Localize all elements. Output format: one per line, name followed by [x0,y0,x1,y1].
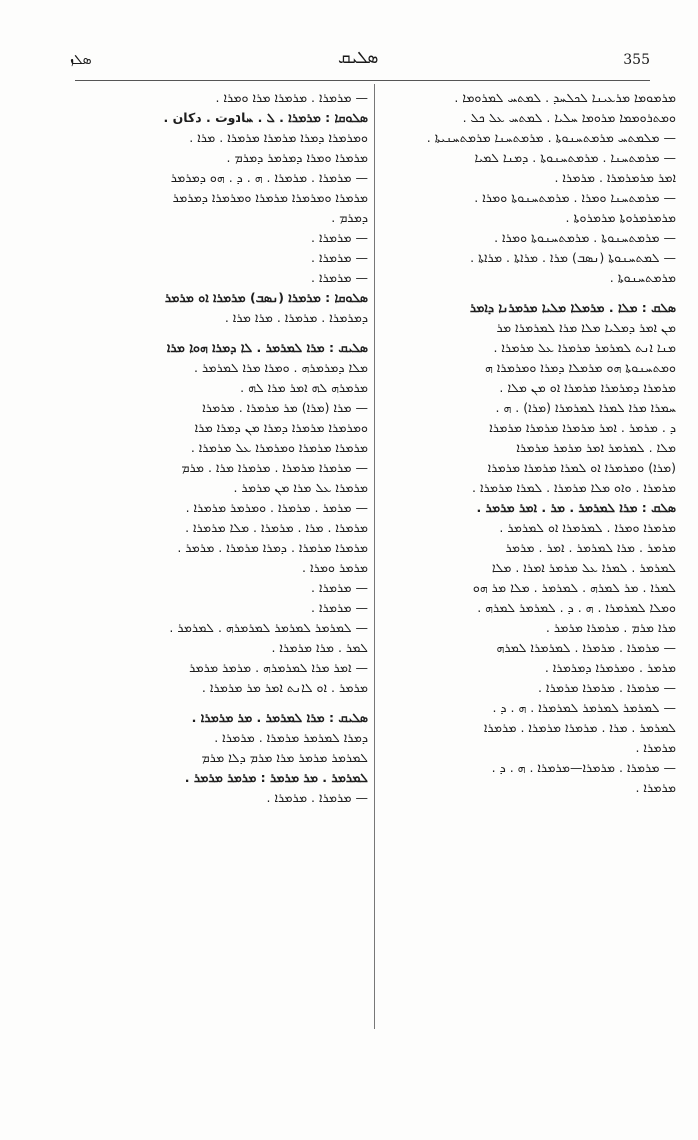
text-line: ܡܪܡܪܐ ܘܡܪܡܪܐ ܡܪܡܪܐ ܘܡܪܡܪܐ ܕܡܪܡܪ [172,190,368,205]
text-line: ܡܪܡܪܡܪܘܬܐ ܡܪܡܪܘܬܐ . [565,210,676,225]
text-line: — ܡܪܡܪܐ ܡܪܡܪܐ . ܡܪܡܪܐ ܡܪܐ . ܡܪܡ [181,460,368,475]
text-line: ܣܠܩ : ܡܠܐ . ܡܪܡܠܐ ܡܠܝܐ ܡܪܡܪܢܐ ܕܐܡܪ [469,300,676,315]
text-line: ܡܪܡܪܐ . ܘܐܘ ܡܠܐ ܡܪܡܪܐ . ܠܡܪܐ ܡܪܡܪܐ . [472,480,676,495]
text-line: — ܡܪܡܪܐ . [311,580,368,595]
text-line: ܡܪܡܪ . ܘܡܪܡܪܐ ܕܡܪܡܪܐ . [544,660,676,675]
text-line: ܠܡܪܐ . ܡܪ ܠܡܪܗ . ܠܡܪܡܪ . ܡܠܐ ܡܪ ܗܘ [472,580,676,595]
text-line: ܘܡܬܚܢܘܬܐ ܗܘ ܡܪܡܠܐ ܕܡܪܐ ܘܡܪܡܪܐ ܗ [485,360,676,375]
text-line: ܡܪܐ ܡܪܡ . ܡܪܡܪܐ ܡܪܡܪ . [545,620,676,635]
text-line: ܡܢܐ ܐܢܬ ܠܡܪܡܪ ܡܪܡܪܐ ܥܠ ܡܪܡܪܐ . [493,340,676,355]
text-line: ܡܪܡܪܐ ܡܪܡܪܐ ܘܡܪܡܪܐ ܥܠ ܡܪܡܪܐ . [190,440,368,455]
text-line: ܡܪܡܪܐ ܕܡܪܡܪܐ ܡܪܡܪܐ ܐܘ ܡܢ ܡܠܐ . [499,380,676,395]
spacer [76,698,368,708]
text-line: ܠܡܪܡܪ . ܡܪܐ . ܡܪܡܪܐ ܡܪܡܪܐ . ܡܪܡܪܐ [483,720,676,735]
left-column [76,88,368,808]
text-line: ܡܪܡܪܐ . ܡܪܐ . ܡܪܡܪܐ . ܡܠܐ ܡܪܡܪܐ . [185,520,368,535]
text-line: — ܡܪܐ (ܡܪܐ) ܡܪ ܡܪܡܪܐ . ܡܪܡܪܐ [202,400,368,415]
running-header [70,48,650,72]
text-line: ܕ . ܡܪܡܪ . ܐܡܪ ܡܪܡܪܐ ܡܪܡܪܐ ܡܪܡܪܐ [489,420,676,435]
text-line: — ܡܪܡܪܐ . [311,600,368,615]
text-line: — ܡܪܡܪܐ . ܡܪܡܪܐ . ܠܡܪܡܪܐ ܠܡܪܗ [496,640,676,655]
text-line: ܡܪܡܪܐ . [635,740,676,755]
text-line: ܘܡܠܐ ܠܡܪܡܪܐ . ܗ . ܕ . ܠܡܪܡܪ ܠܡܪܗ . [477,600,676,615]
text-line: — ܠܡܬܚܢܘܬܐ (ܢܣܒ) ܡܪܐ . ܡܪܐܬܐ . ܡܪܐܬܐ . [470,250,676,265]
text-line: — ܡܪܡܬܚܢܘܬܐ . ܡܪܡܬܚܢܘܬܐ ܘܡܪܐ . [494,230,676,245]
text-line: ܡܪܡܪܐ . [635,780,676,795]
text-line: ܡܪܡܪܐ ܡܪܡܪܐ . ܕܡܪܐ ܡܪܡܪܐ . ܡܪܡܪ . [177,540,368,555]
text-line: ܚܡܪܐ ܡܪܐ ܠܡܪܐ ܠܡܪܡܪܐ (ܡܪܐ) . ܗ . [495,400,676,415]
text-line: ܘܡܪܡܪܐ ܕܡܪܐ ܡܪܡܪܐ ܡܪܡܪܐ . ܡܪܐ . [189,130,368,145]
text-line: ܕܡܪܐ ܠܡܪܡܪ ܡܪܡܪܐ . ܡܪܡܪܐ . [214,730,368,745]
text-line: — ܡܪܡܪܐ . [311,230,368,245]
text-line: — ܡܪܡܪܐ . ܡܪܡܪܐ ܡܪܡܪܐ . [537,680,676,695]
text-line: ܡܪܡܪ . ܐܘ ܠܐܢܬ ܐܡܪ ܡܪ ܡܪܡܪܐ . [201,680,368,695]
text-line: ܡܠܐ . ܠܡܪܡܪ ܐܡܪ ܡܪܡܪ ܡܪܡܪܐ [516,440,676,455]
page-number: 355 [623,52,650,68]
text-line: — ܡܪܡܪܐ . [311,270,368,285]
text-line: ܠܡܪ . ܡܪܐ ܡܪܡܪܐ . [271,640,368,655]
text-line: — ܡܪܡܪܐ . ܡܪܡܪܐ ܡܪܐ ܘܡܪܐ . [215,90,368,105]
text-line: ܠܡܪܡܪ . ܡܪ ܡܪܡܪ : ܡܪܡܪ ܡܪܡܪ . [184,770,368,785]
text-line: (ܡܪܐ) ܘܡܪܡܪܐ ܐܘ ܠܡܪܐ ܡܪܡܪܐ ܡܪܡܪܐ [487,460,676,475]
spacer [76,328,368,338]
text-line: ܡܪܡܪܗ ܠܗ ܐܡܪ ܡܪܐ ܠܗ . [240,380,368,395]
text-line: ܡܢ ܐܡܪ ܕܡܠܝܐ ܡܠܐ ܡܪܐ ܠܡܪܡܪܐ ܡܪ [496,320,676,335]
text-line: — ܡܪܡܪ . ܡܪܡܪܐ . ܘܡܪܡܪ ܡܪܡܪܐ . [185,500,368,515]
text-line: — ܡܪܡܪܐ . ܡܪܡܪܐ . ܗ . ܕ . ܗܘ ܕܡܪܡܪ [170,170,368,185]
text-line: ܡܪܡܪܐ ܘܡܪܐ . ܠܡܪܡܪܐ ܐܘ ܠܡܪܡܪ . [499,520,676,535]
text-line: ܡܪܡܪܐ ܘܡܪܐ ܕܡܪܡܪ ܕܡܪܡ . [226,150,368,165]
column-divider [374,84,375,1029]
text-line: ܣܠܝܩ : ܡܪܐ ܠܡܪܡܪ . ܠܐ ܕܡܪܐ ܗܘܐ ܡܪܐ [166,340,368,355]
text-line: — ܠܡܪܡܪ ܠܡܪܡܪ ܠܡܪܡܪܐ . ܗ . ܕ . [492,700,676,715]
text-line: ܐܡܪ ܡܪܡܪܡܪܐ . ܡܪܡܪܐ . [554,170,676,185]
text-line: ܠܡܪܡܪ . ܠܡܪܐ ܥܠ ܡܪܡܪ ܐܡܪܐ . ܡܠܐ [491,560,676,575]
text-line: — ܠܡܪܡܪ ܠܡܪܡܪ ܠܡܪܡܪܗ . ܠܡܪܡܪ . [169,620,368,635]
text-line: ܡܪܡܘܡܐ ܡܪܥܝܢܐ ܠܟܠܚܕ . ܠܡܬܚ ܠܡܪܘܡܐ . [454,90,676,105]
text-line: ܣܠܝܩ : ܡܪܐ ܠܡܪܡܪ . ܡܪ ܡܪܡܪܐ . [191,710,368,725]
text-line: ܣܠܘܩܐ : ܡܪܡܪܐ (ܢܣܒ) ܡܪܡܪܐ ܐܘ ܡܪܡܪ [164,290,368,305]
right-column [384,88,676,798]
text-line: ܘܡܬܪܘܡܡܐ ܡܪܘܡܐ ܚܠܝܐ . ܠܡܬܚ ܥܠ ܟܠ . [462,110,676,125]
text-line: ܡܠܐ ܕܡܪܡܪܗ . ܘܡܪܐ ܡܪܐ ܠܡܪܡܪ . [194,360,368,375]
text-line: ܠܡܪܡܪ ܡܪܡܪ ܡܪܐ ܡܪܡ ܕܠܐ ܡܪܡ [201,750,368,765]
text-line: ܡܪܡܪܐ ܥܠ ܡܪܐ ܡܢ ܡܪܡܪ . [233,480,368,495]
text-line: ܘܡܪܡܪܐ ܡܪܡܪܐ ܕܡܪܐ ܡܢ ܕܡܪܐ ܡܪܐ [194,420,368,435]
text-line: ܣܠܘܩܐ : ܡܪܡܪܐ . ܠ . ܚاנوت . دكان . [163,110,368,125]
text-line: ܡܪܡܬܚܢܘܬܐ . [609,270,676,285]
text-line: — ܡܪܡܬܚܢܐ . ܡܪܡܬܚܢܘܬܐ . ܕܡܢܐ ܠܡܝܐ [474,150,676,165]
text-line: ܕܡܪܡ . [331,210,368,225]
text-line: ܡܪܡܪ ܘܡܪܐ . [302,560,368,575]
header-rule [75,80,650,81]
text-line: ܡܪܡܪ . ܡܪܐ ܠܡܪܡܪ . ܐܡܪ . ܡܪܡܪ [505,540,676,555]
text-line: ܕܡܪܡܪܐ . ܡܪܡܪܐ . ܡܪܐ ܡܪܐ . [224,310,368,325]
text-line: — ܡܪܡܪܐ . ܡܪܡܪܐ . [266,790,368,805]
text-line: — ܡܪܡܬܚܢܐ ܘܡܪܐ . ܡܪܡܬܚܢܘܬܐ ܘܡܪܐ . [474,190,676,205]
text-line: — ܡܠܡܬܚ ܡܪܡܬܚܢܘܬܐ . ܡܪܡܬܚܢܐ ܡܪܡܬܚܢܝܬܐ . [426,130,676,145]
center-running-head: ܣܠܝܩ [338,48,379,68]
text-line: — ܡܪܡܪܐ . [311,250,368,265]
spacer [384,288,676,298]
text-line: — ܐܡܪ ܡܪܐ ܠܡܪܡܪܗ . ܡܪܡܪ ܡܪܡܪ [189,660,368,675]
text-line: ܣܠܩ : ܡܪܐ ܠܡܪܡܪ . ܡܪ . ܐܡܪ ܡܪܡܪ . [476,500,676,515]
text-line: — ܡܪܡܪܐ . ܡܪܡܪܐ—ܡܪܡܪܐ . ܗ . ܕ . [491,760,676,775]
left-running-head: ܣܠܙ [70,52,92,68]
